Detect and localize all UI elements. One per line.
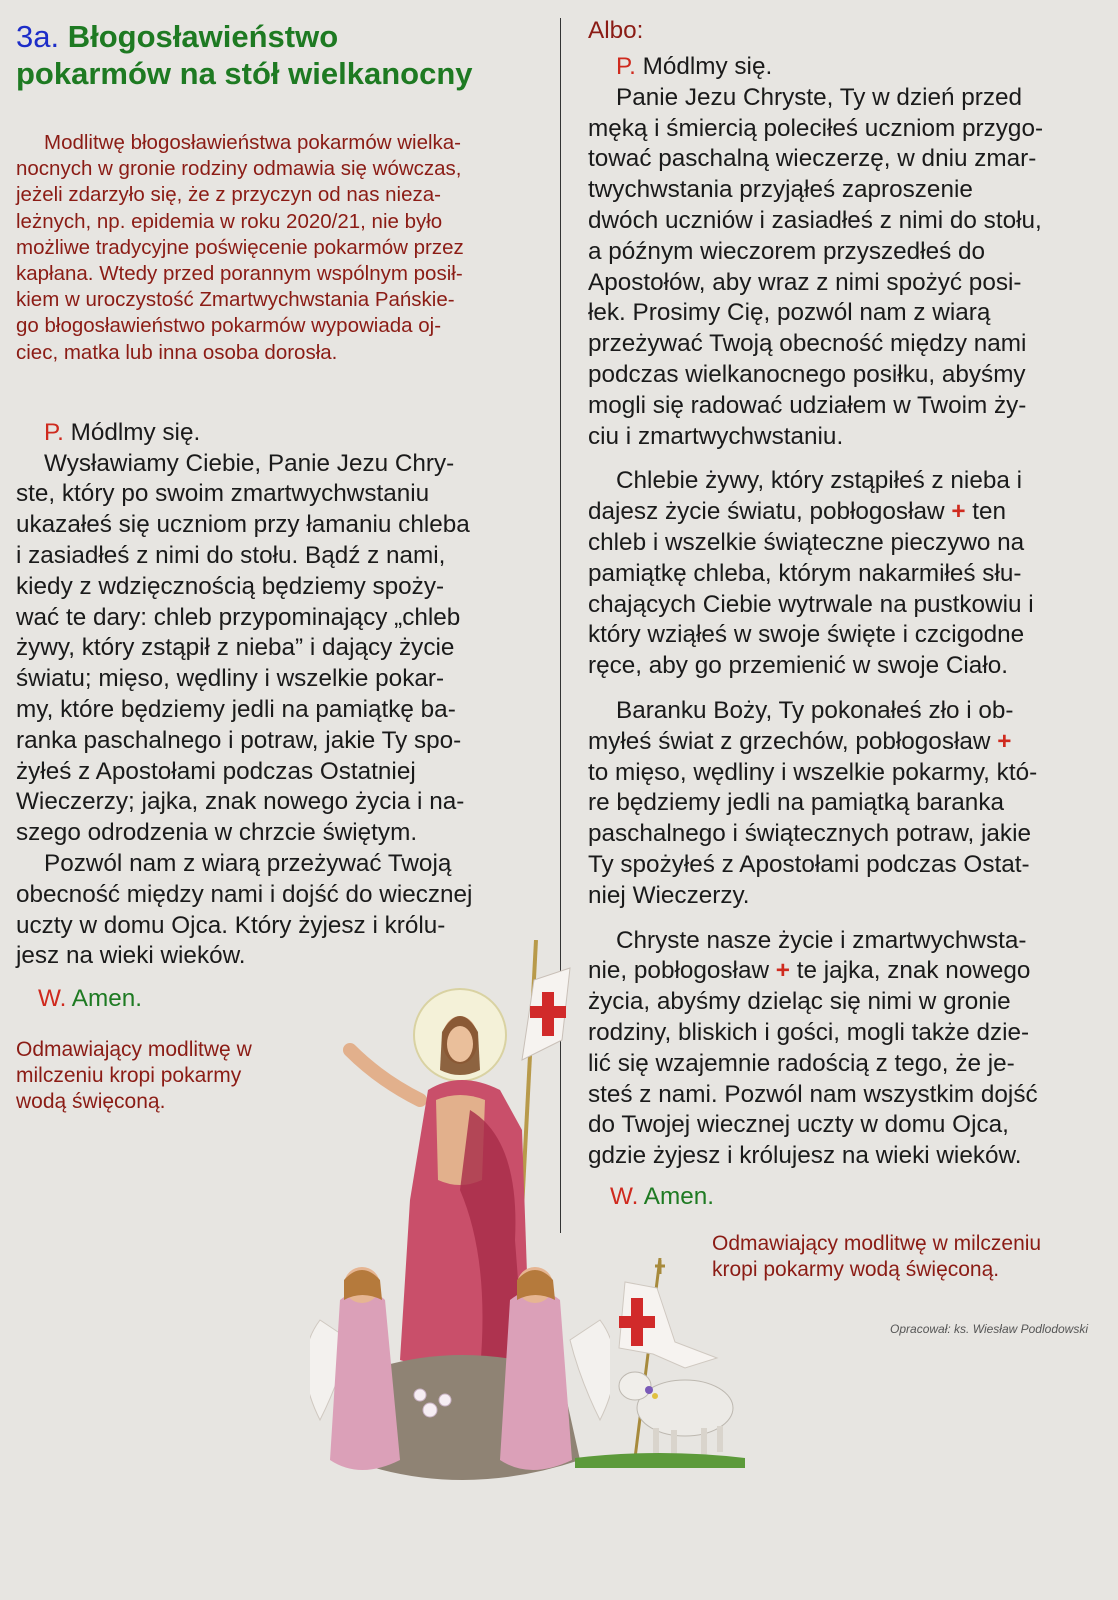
blessing-cross-icon: + [775,957,790,985]
intro-rubric: Modlitwę błogosławieństwa pokarmów wielka- nocnych w gronie rodziny odmawia się wówczas, jeżeli zdarzyło się, że z przyczyn od nas nieza- leżnych, np. epidemia w roku 2020/21, nie było możliwe tradycyjne poświęcenie pokarmów przez kapłana. Wtedy przed porannym wspólnym posił- kiem w uroczystość Zmartwychwstania Pańskie- go błogosławieństwo pokarmów wypowiada oj- ciec, matka lub inna osoba dorosła. [16,131,464,364]
prayer-heading: P. Módlmy się. [616,53,773,80]
left-rubric-note: Odmawiający modlitwę w milczeniu kropi pokarmy wodą święconą. [16,1037,252,1113]
right-amen: W. Amen. [610,1182,714,1210]
right-prayer: P. Módlmy się. Panie Jezu Chryste, Ty w dzień przed męką i śmiercią poleciłeś uczniom przygo- tować paschalną wieczerzę, w dniu zmar- twychwstania przyjąłeś zaproszenie dwóch uczniów i zasiadłeś z nimi do stołu, a późnym wieczorem przyszedłeś do Apostołów, aby wraz z nimi spożyć posi- łek. Prosimy Cię, pozwól nam z wiarą przeżywać Twoją obecność między nami podczas wielkanocnego posiłku, abyśmy mogli się radować udziałem w Twoim ży- ciu i zmartwychwstaniu. [588,52,1103,452]
egg-blessing: Chryste nasze życie i zmartwychwsta- nie, pobłogosław + te jajka, znak nowego życia, abyśmy dzieląc się nimi w gronie rodziny, bliskich i gości, mogli także dzie- lić się wzajemnie radością z tego, że je- steś z nami. Pozwól nam wszystkim dojść do Twojej wiecznej uczty w domu Ojca, gdzie żyjesz i królujesz na wieki wieków. [588,926,1038,1170]
meat-blessing: Baranku Boży, Ty pokonałeś zło i ob- myłeś świat z grzechów, pobłogosław + to mięso, wędliny i wszelkie pokarmy, któ- re będziemy jedli na pamiątką baranka paschalnego i świątecznych potraw, jakie Ty spożyłeś z Apostołami podczas Ostat- niej Wieczerzy. [588,696,1038,909]
page-title: 3a. Błogosławieństwo pokarmów na stół wielkanocny [16,19,473,91]
left-amen: W. Amen. [38,985,142,1013]
right-rubric-note: Odmawiający modlitwę w milczeniu kropi pokarmy wodą święconą. [712,1231,1042,1281]
right-column [588,16,1103,1283]
risen-christ-illustration [310,940,610,1540]
blessing-cross-icon: + [997,727,1012,755]
albo-label: Albo: [588,17,644,44]
bread-blessing: Chlebie żywy, który zstąpiłeś z nieba i dajesz życie światu, pobłogosław + ten chleb i wszelkie świąteczne pieczywo na pamiątkę chleba, którym nakarmiłeś słu- chających Ciebie wytrwale na pustkowiu i który wziąłeś w swoje święte i czcigodne ręce, aby go przemienić w swoje Ciało. [588,467,1034,680]
blessing-cross-icon: + [951,498,966,526]
left-prayer: P. Módlmy się. Wysławiamy Ciebie, Panie Jezu Chry- ste, który po swoim zmartwychwstaniu ukazałeś się uczniom przy łamaniu chleba i zasiadłeś z nimi do stołu. Bądź z nami, kiedy z wdzięcznością będziemy spoży- wać te dary: chleb przypominający „chleb żywy, który zstąpił z nieba” i dający życie światu; mięso, wędliny i wszelkie pokar- my, które będziemy jedli na pamiątkę ba- ranka paschalnego i potraw, jakie Ty spo- żyłeś z Apostołami podczas Ostatniej Wieczerzy; jajka, znak nowego życia i na- szego odrodzenia w chrzcie świętym. Pozwól nam z wiarą przeżywać Twoją obecność między nami i dojść do wiecznej uczty w domu Ojca. Który żyjesz i królu- jesz na wieki wieków. [16,418,534,972]
section-number: 3a. [16,19,60,54]
prayer-heading: P. Módlmy się. [44,418,201,446]
paschal-lamb-illustration [575,1258,745,1468]
author-credit: Opracował: ks. Wiesław Podlodowski [890,1322,1088,1336]
